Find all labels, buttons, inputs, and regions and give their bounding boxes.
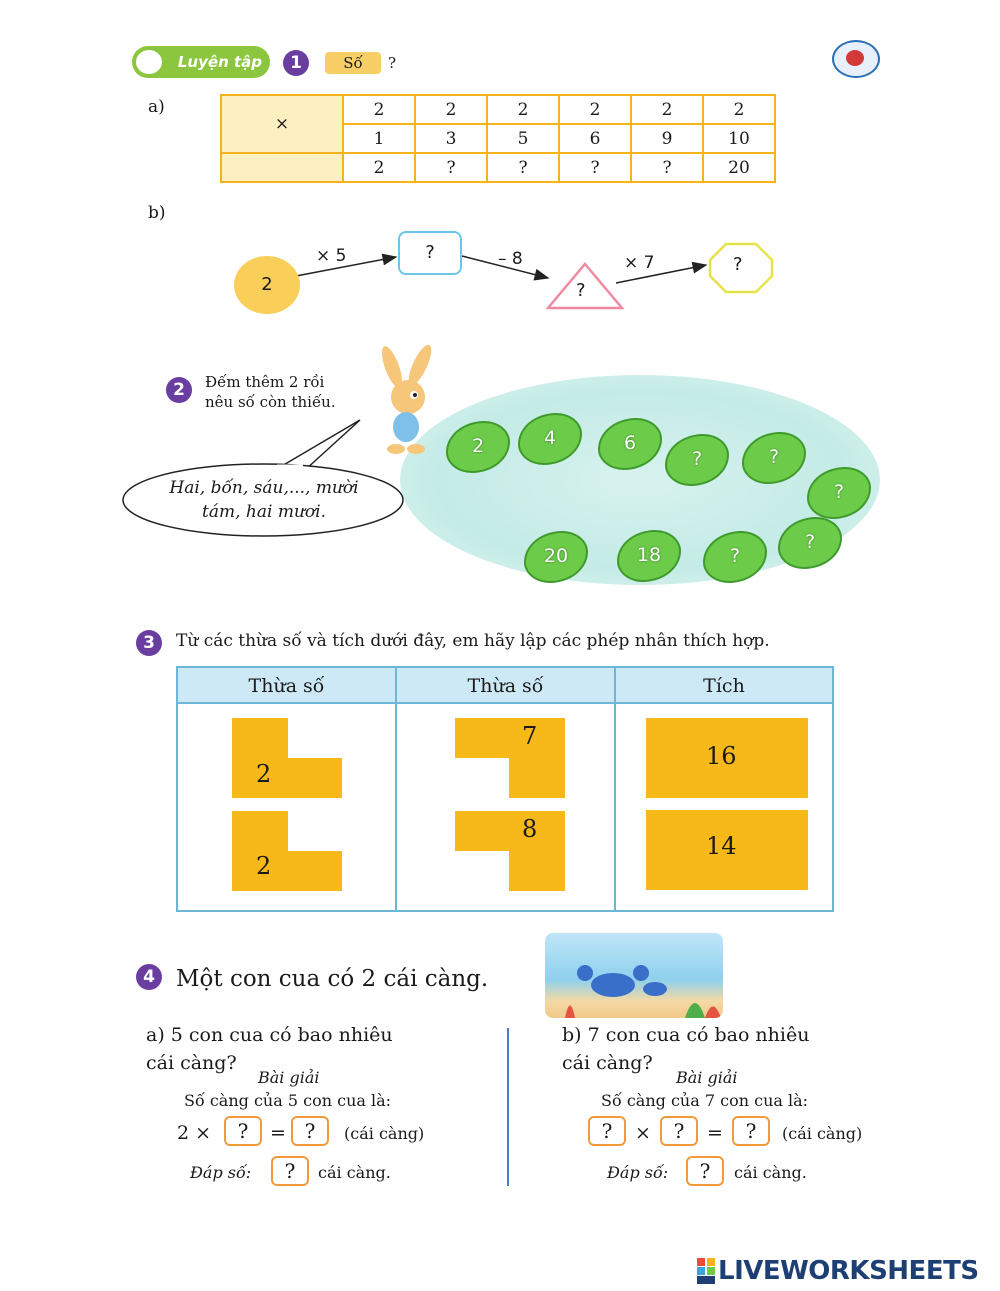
header-factor-2: Thừa số xyxy=(397,668,616,704)
q4a-so-cang: Số càng của 5 con cua là: xyxy=(184,1091,392,1110)
q4b-dap-so: Đáp số: xyxy=(607,1163,669,1182)
answer-octagon[interactable]: ? xyxy=(733,254,743,275)
q4b-unit: (cái càng) xyxy=(782,1124,863,1143)
q4b-times: × xyxy=(635,1122,651,1144)
q4b-so-cang: Số càng của 7 con cua là: xyxy=(601,1091,809,1110)
bubble-line2: tám, hai mươi. xyxy=(202,502,326,522)
q4a-bai-giai: Bài giải xyxy=(258,1068,320,1087)
table-cell: 2 xyxy=(703,95,775,124)
so-question-mark: ? xyxy=(388,54,397,72)
op2-label: – 8 xyxy=(498,249,523,269)
factor-value: 7 xyxy=(522,722,538,750)
q4b-final-unit: cái càng. xyxy=(734,1163,807,1182)
table-cell: 3 xyxy=(415,124,487,153)
question-badge-4: 4 xyxy=(136,964,162,990)
q4-title: Một con cua có 2 cái càng. xyxy=(176,966,489,992)
table-cell: 2 xyxy=(343,153,415,182)
leaf: 2 xyxy=(446,421,510,473)
q4b-line2: cái càng? xyxy=(562,1052,653,1074)
rabbit-mascot-icon xyxy=(370,345,440,457)
answer-cell[interactable]: ? xyxy=(487,153,559,182)
op3-label: × 7 xyxy=(624,253,655,273)
table-cell: 2 xyxy=(559,95,631,124)
table-cell: 20 xyxy=(703,153,775,182)
q4b-final-answer-box[interactable]: ? xyxy=(686,1156,724,1186)
q2-line1: Đếm thêm 2 rồi xyxy=(205,373,325,391)
q2-line2: nêu số còn thiếu. xyxy=(205,393,336,411)
leaf-answer[interactable]: ? xyxy=(742,432,806,484)
q4b-bai-giai: Bài giải xyxy=(676,1068,738,1087)
q4a-dap-so: Đáp số: xyxy=(190,1163,252,1182)
puzzle-piece[interactable] xyxy=(230,809,344,893)
header-factor-1: Thừa số xyxy=(178,668,397,704)
q4b-answer-box-1[interactable]: ? xyxy=(588,1116,626,1146)
answer-box-1[interactable]: ? xyxy=(398,231,462,275)
table-cell: 2 xyxy=(487,95,559,124)
answer-cell[interactable]: ? xyxy=(415,153,487,182)
table-cell: 9 xyxy=(631,124,703,153)
header-product: Tích xyxy=(616,668,832,704)
leaf-answer[interactable]: ? xyxy=(703,531,767,583)
q4a-final-answer-box[interactable]: ? xyxy=(271,1156,309,1186)
answer-cell[interactable]: ? xyxy=(559,153,631,182)
table-cell: 2 xyxy=(415,95,487,124)
factor-value: 2 xyxy=(256,760,272,788)
q4a-final-unit: cái càng. xyxy=(318,1163,391,1182)
part-a-label: a) xyxy=(148,97,165,117)
leaf-answer[interactable]: ? xyxy=(807,467,871,519)
flow-arrows xyxy=(0,0,1000,330)
table-cell: 2 xyxy=(343,95,415,124)
puzzle-piece[interactable] xyxy=(453,809,567,893)
product-value: 16 xyxy=(706,742,737,770)
liveworksheets-brand: LIVEWORKSHEETS xyxy=(718,1256,979,1286)
question-badge-1: 1 xyxy=(283,50,309,76)
answer-cell[interactable]: ? xyxy=(631,153,703,182)
leaf: 18 xyxy=(617,530,681,582)
q4b-answer-box-2[interactable]: ? xyxy=(660,1116,698,1146)
factor-value: 8 xyxy=(522,815,538,843)
q4b-line1: b) 7 con cua có bao nhiêu xyxy=(562,1024,810,1046)
table-cell: 6 xyxy=(559,124,631,153)
leaf: 20 xyxy=(524,531,588,583)
q4a-unit: (cái càng) xyxy=(344,1124,425,1143)
question-badge-3: 3 xyxy=(136,630,162,656)
question-badge-2: 2 xyxy=(166,377,192,403)
q4a-lhs: 2 × xyxy=(177,1122,212,1144)
q4a-answer-box-2[interactable]: ? xyxy=(291,1116,329,1146)
leaf-answer[interactable]: ? xyxy=(778,517,842,569)
q4a-equals: = xyxy=(270,1122,286,1144)
q4a-line1: a) 5 con cua có bao nhiêu xyxy=(146,1024,393,1046)
q4b-answer-box-3[interactable]: ? xyxy=(732,1116,770,1146)
q3-instruction: Từ các thừa số và tích dưới đây, em hãy lập các phép nhân thích hợp. xyxy=(176,631,770,651)
table-cell: 5 xyxy=(487,124,559,153)
leaf: 4 xyxy=(518,413,582,465)
logo-text: Luyện tập xyxy=(177,53,262,71)
operator-cell: × xyxy=(221,95,343,153)
op1-label: × 5 xyxy=(316,246,347,266)
product-value: 14 xyxy=(706,832,737,860)
crab-scene-image xyxy=(545,933,723,1018)
q2-instruction xyxy=(205,372,336,412)
bubble-text xyxy=(128,476,400,524)
so-tag: Số xyxy=(325,52,381,74)
table-cell: 2 xyxy=(631,95,703,124)
q4b-equals: = xyxy=(707,1122,723,1144)
start-circle: 2 xyxy=(234,256,300,314)
column-divider xyxy=(395,704,397,910)
column-divider xyxy=(507,1028,509,1186)
leaf-answer[interactable]: ? xyxy=(665,434,729,486)
column-divider xyxy=(614,704,616,910)
puzzle-piece[interactable] xyxy=(230,716,344,800)
part-b-label: b) xyxy=(148,203,166,223)
factor-value: 2 xyxy=(256,852,272,880)
q4a-line2: cái càng? xyxy=(146,1052,237,1074)
table-cell: 1 xyxy=(343,124,415,153)
leaf: 6 xyxy=(598,418,662,470)
table-cell: 10 xyxy=(703,124,775,153)
liveworksheets-logo-icon xyxy=(697,1258,715,1284)
puzzle-piece[interactable] xyxy=(453,716,567,800)
answer-triangle[interactable]: ? xyxy=(576,280,586,301)
bubble-line1: Hai, bốn, sáu,..., mười xyxy=(169,478,359,498)
q4a-answer-box-1[interactable]: ? xyxy=(224,1116,262,1146)
crab-icon xyxy=(545,933,723,1018)
